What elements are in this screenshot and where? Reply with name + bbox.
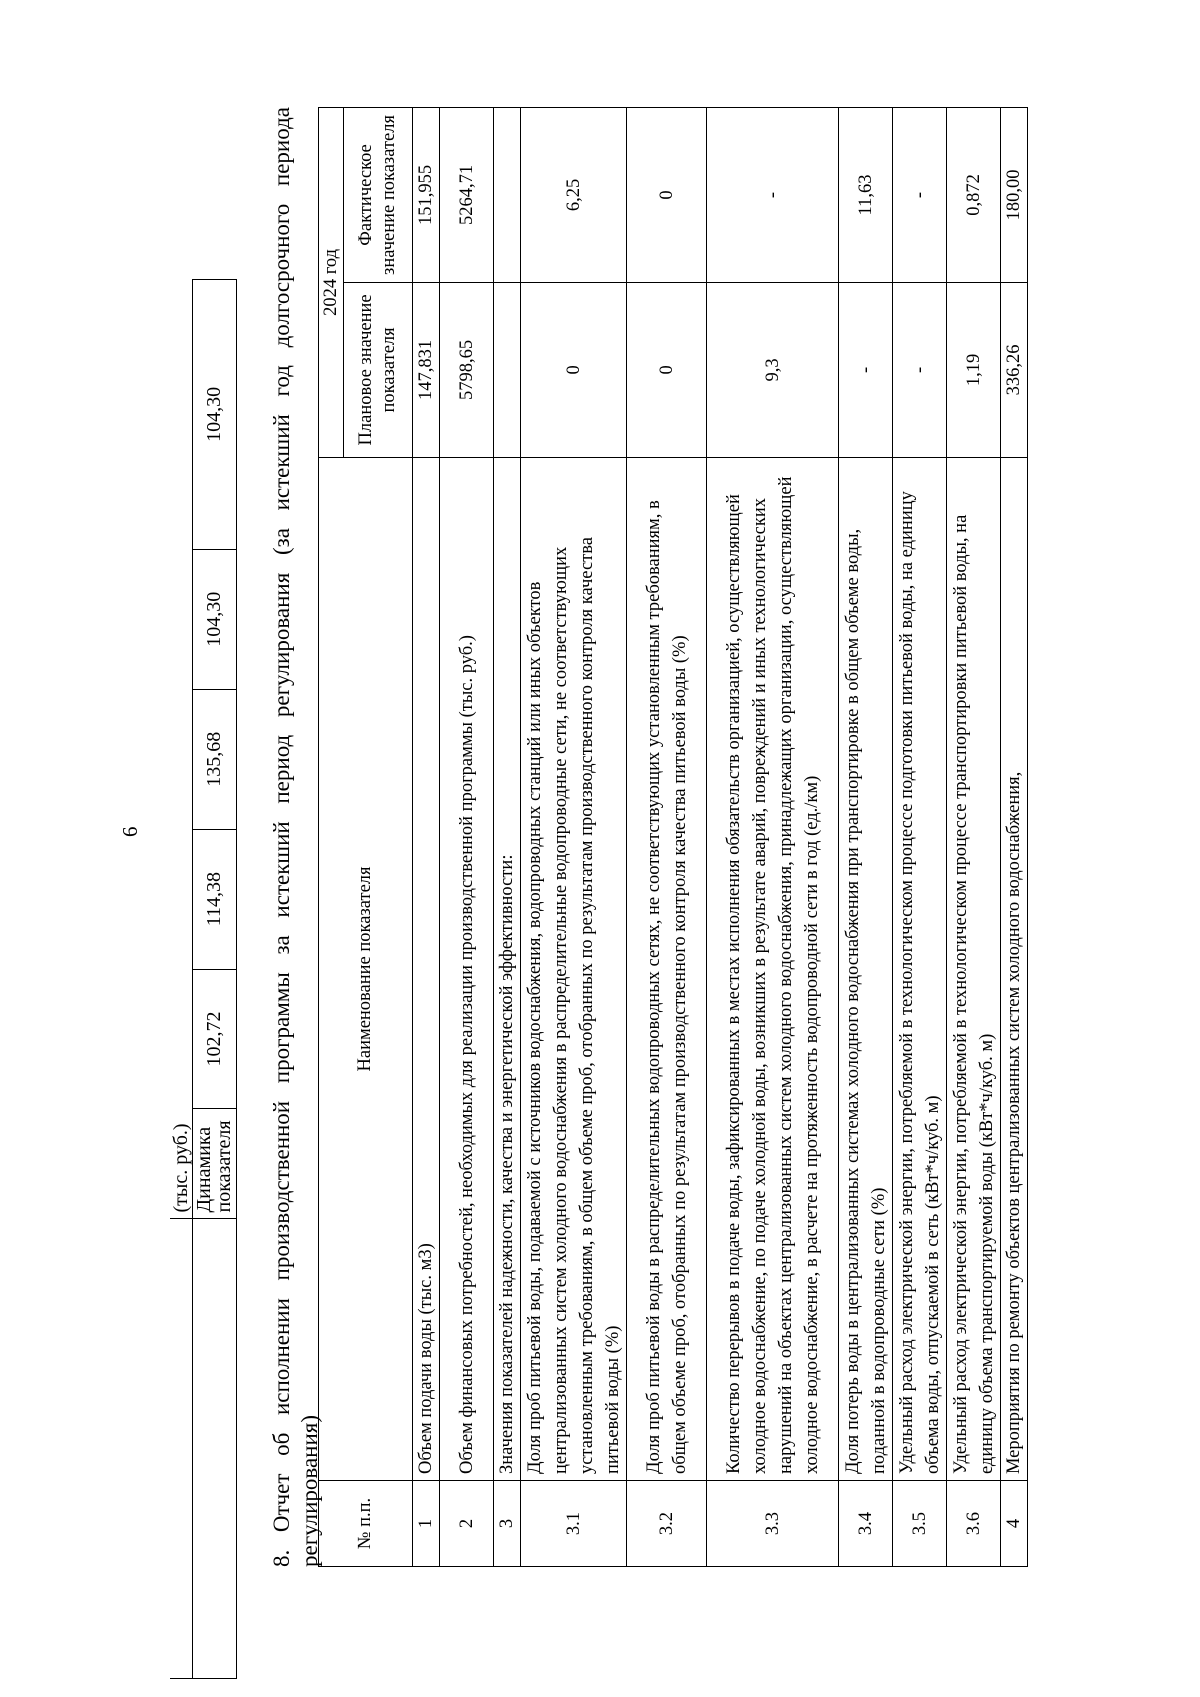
row-plan: 147,831 bbox=[413, 282, 440, 457]
row-name: Удельный расход электрической энергии, потребляемой в технологическом процессе подготовки питьевой воды, на единицу объема воды, отпускаемой в сеть (кВт*ч/куб. м) bbox=[893, 457, 947, 1480]
row-fact: 180,00 bbox=[1001, 108, 1028, 283]
row-num: 2 bbox=[440, 1481, 494, 1567]
row-name: Доля проб питьевой воды в распределительных водопроводных сетях, не соответствующих установленным требованиям, в общем объеме проб, отобранных по результатам производственного контроля качества питьевой воды (%) bbox=[627, 457, 707, 1480]
dynamics-value: 102,72 bbox=[192, 969, 236, 1109]
row-plan: 0 bbox=[521, 282, 627, 457]
row-fact: 151,955 bbox=[413, 108, 440, 283]
row-fact: 5264,71 bbox=[440, 108, 494, 283]
row-plan: 5798,65 bbox=[440, 282, 494, 457]
row-name: Значения показателей надежности, качества и энергетической эффективности: bbox=[494, 457, 521, 1480]
table-row bbox=[839, 108, 893, 1567]
row-num: 3.3 bbox=[707, 1481, 839, 1567]
row-fact: - bbox=[893, 108, 947, 283]
row-plan: 0 bbox=[627, 282, 707, 457]
row-num: 4 bbox=[1001, 1481, 1028, 1567]
row-plan: - bbox=[893, 282, 947, 457]
dynamics-value: 104,30 bbox=[192, 280, 236, 550]
row-num: 1 bbox=[413, 1481, 440, 1567]
row-num: 3.5 bbox=[893, 1481, 947, 1567]
dynamics-value: 135,68 bbox=[192, 689, 236, 829]
blank-cell bbox=[170, 1219, 192, 1679]
row-num: 3.4 bbox=[839, 1481, 893, 1567]
table-row bbox=[947, 108, 1001, 1567]
header-year: 2024 год bbox=[319, 108, 344, 458]
row-plan: - bbox=[839, 282, 893, 457]
table-row bbox=[521, 108, 627, 1567]
row-name: Доля проб питьевой воды, подаваемой с источников водоснабжения, водопроводных станций или иных объектов централизованных систем холодного водоснабжения в распределительные водопроводные сети, не соответствующих установленным требованиям, в общем объеме проб, отобранных по результатам производственного контроля качества питьевой воды (%) bbox=[521, 457, 627, 1480]
header-plan: Плановое значение показателя bbox=[344, 282, 413, 457]
row-name: Мероприятия по ремонту объектов централизованных систем холодного водоснабжения, bbox=[1001, 457, 1028, 1480]
table-row bbox=[440, 108, 494, 1567]
dynamics-label: Динамика показателя bbox=[192, 1109, 236, 1219]
row-name: Удельный расход электрической энергии, потребляемой в технологическом процессе транспортировки питьевой воды, на единицу объема транспортируемой воды (кВт*ч/куб. м) bbox=[947, 457, 1001, 1480]
dynamics-value: 114,38 bbox=[192, 829, 236, 969]
table-row bbox=[494, 108, 521, 1567]
row-fact: 6,25 bbox=[521, 108, 627, 283]
row-fact: 0 bbox=[627, 108, 707, 283]
row-name: Объем подачи воды (тыс. м3) bbox=[413, 457, 440, 1480]
row-plan: 336,26 bbox=[1001, 282, 1028, 457]
header-fact: Фактическое значение показателя bbox=[344, 108, 413, 283]
table-row bbox=[627, 108, 707, 1567]
blank-cell bbox=[192, 1219, 236, 1679]
row-num: 3 bbox=[494, 1481, 521, 1567]
unit-label: (тыс. руб.) bbox=[170, 280, 192, 1219]
row-plan: 9,3 bbox=[707, 282, 839, 457]
row-fact: - bbox=[707, 108, 839, 283]
section-title: 8. Отчет об исполнении производственной программы за истекший период регулирования (за истекший год долгосрочного периода регулирования) bbox=[269, 107, 322, 1567]
row-plan bbox=[494, 282, 521, 457]
row-name: Объем финансовых потребностей, необходимых для реализации производственной программы (тыс. руб.) bbox=[440, 457, 494, 1480]
row-num: 3.6 bbox=[947, 1481, 1001, 1567]
row-num: 3.2 bbox=[627, 1481, 707, 1567]
row-name: Доля потерь воды в централизованных системах холодного водоснабжения при транспортировке в общем объеме воды, поданной в водопроводные сети (%) bbox=[839, 457, 893, 1480]
page-number: 6 bbox=[118, 826, 142, 837]
header-num: № п.п. bbox=[319, 1481, 413, 1567]
previous-table-fragment bbox=[170, 279, 237, 1679]
table-row bbox=[893, 108, 947, 1567]
table-row bbox=[1001, 108, 1028, 1567]
table-row bbox=[413, 108, 440, 1567]
row-name: Количество перерывов в подаче воды, зафиксированных в местах исполнения обязательств организацией, осуществляющей холодное водоснабжение, по подаче холодной воды, возникших в результате аварий, повреждений и иных технологических нарушений на объектах централизованных систем холодного водоснабжения, принадлежащих организации, осуществляющей холодное водоснабжение, в расчете на протяженность водопроводной сети в год (ед./км) bbox=[707, 457, 839, 1480]
header-name: Наименование показателя bbox=[319, 457, 413, 1480]
row-fact: 0,872 bbox=[947, 108, 1001, 283]
row-fact bbox=[494, 108, 521, 283]
table-row bbox=[707, 108, 839, 1567]
dynamics-value: 104,30 bbox=[192, 549, 236, 689]
row-fact: 11,63 bbox=[839, 108, 893, 283]
row-plan: 1,19 bbox=[947, 282, 1001, 457]
report-table bbox=[318, 107, 1028, 1567]
row-num: 3.1 bbox=[521, 1481, 627, 1567]
